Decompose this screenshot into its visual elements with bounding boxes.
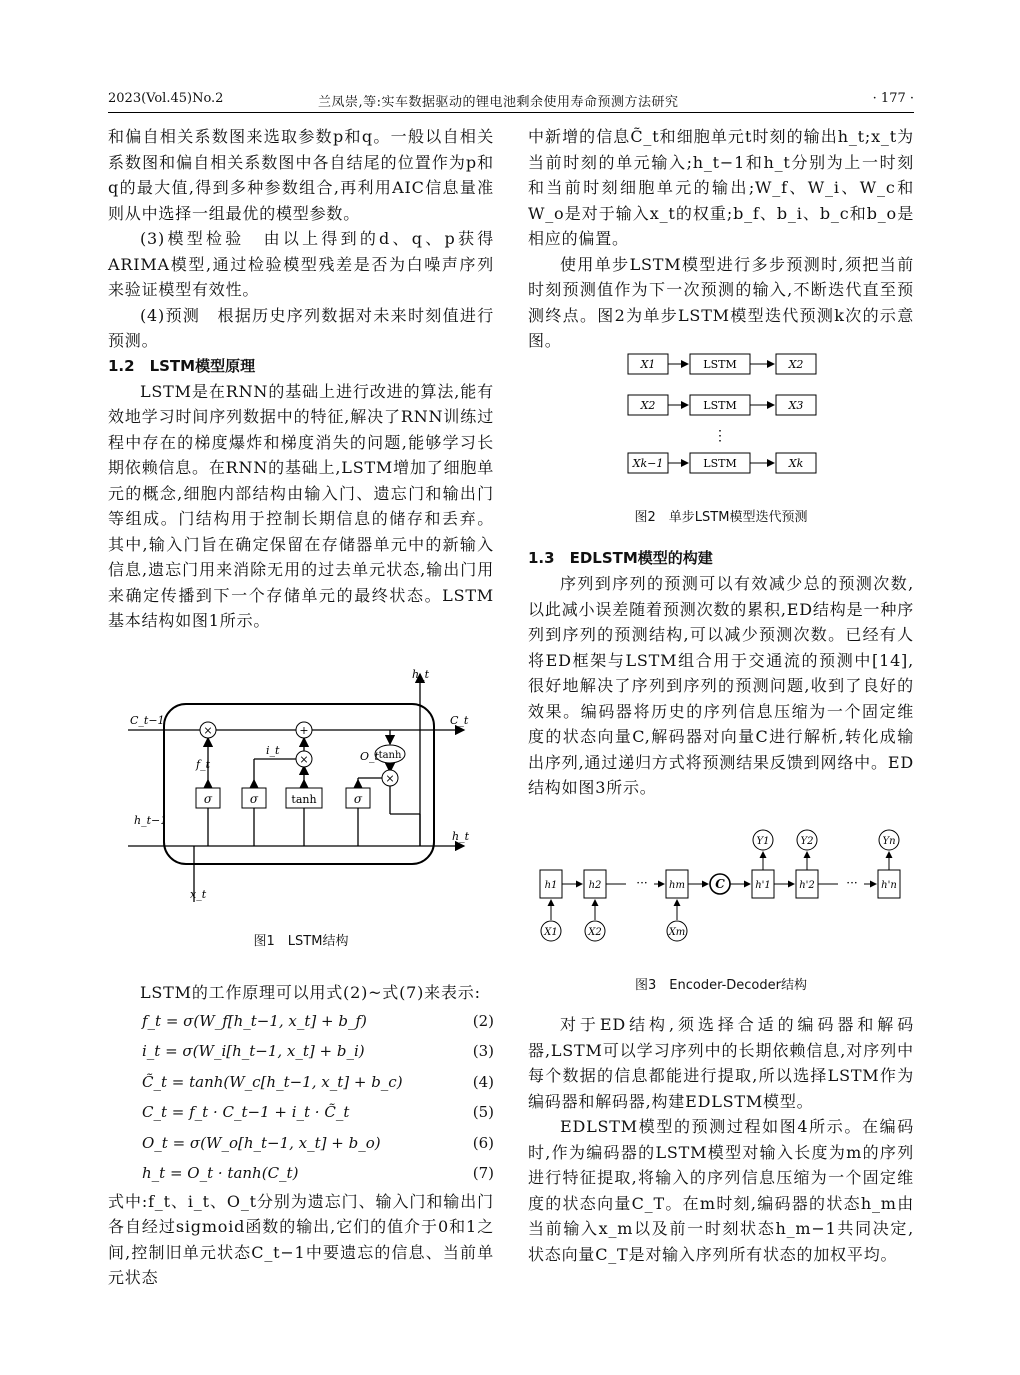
svg-text:Y1: Y1 [756,836,770,847]
svg-text:tanh: tanh [378,750,402,761]
svg-text:+: + [299,724,309,737]
svg-text:X1: X1 [544,927,558,938]
svg-text:X2: X2 [640,399,656,412]
running-header [108,88,914,113]
equation: i_t = σ(W_i[h_t−1, x_t] + b_i) (3) [142,1042,494,1060]
svg-text:hm: hm [669,880,685,891]
svg-text:C_t−1: C_t−1 [130,714,165,727]
equations-block [108,980,494,1291]
equation: C̃_t = tanh(W_c[h_t−1, x_t] + b_c) (4) [142,1072,494,1091]
svg-text:i_t: i_t [266,744,280,757]
svg-text:···: ··· [636,876,648,890]
encoder [540,870,688,941]
svg-text:h2: h2 [588,880,602,891]
paragraph: LSTM的工作原理可以用式(2)~式(7)来表示: [140,983,481,1002]
paragraph: (4)预测 根据历史序列数据对未来时刻值进行预测。 [108,305,494,350]
svg-text:h_t: h_t [452,830,470,843]
svg-text:X3: X3 [788,399,804,412]
vertical-ellipsis: ⋮ [713,428,727,444]
svg-text:σ: σ [203,792,213,806]
svg-text:Y2: Y2 [800,836,814,847]
svg-text:h_t−1: h_t−1 [134,814,168,827]
svg-text:LSTM: LSTM [703,399,737,412]
equation: h_t = O_t · tanh(C_t) (7) [142,1164,494,1182]
equation: O_t = σ(W_o[h_t−1, x_t] + b_o) (6) [142,1133,494,1152]
svg-text:σ: σ [353,792,363,806]
paragraph: EDLSTM模型的预测过程如图4所示。在编码时,作为编码器的LSTM模型对输入长度为m的序列进行特征提取,将输入的序列信息压缩为一个固定维度的状态向量C_T。在m时刻,编码器的状态h_m由当前输入x_m以及前一时刻状态h_m−1共同决定,状态向量C_T是对输入序列所有状态的加权平均。 [528,1117,914,1264]
right-column-bottom [528,1012,914,1267]
section-heading: 1.2 LSTM模型原理 [108,356,256,375]
right-column [528,124,914,354]
figure-caption: 图3 Encoder-Decoder结构 [635,978,807,993]
svg-text:h'2: h'2 [799,880,815,891]
section-13 [528,546,914,801]
equation: f_t = σ(W_f[h_t−1, x_t] + b_f) (2) [142,1011,494,1030]
left-column [108,124,494,634]
svg-text:×: × [299,753,309,766]
svg-text:Xk−1: Xk−1 [632,457,664,470]
paragraph: 式中:f_t、i_t、O_t分别为遗忘门、输入门和输出门各自经过sigmoid函数的输出,它们的值介于0和1之间,控制旧单元状态C_t−1中要遗忘的信息、当前单元状态 [108,1191,494,1287]
svg-text:h'n: h'n [881,880,897,891]
paragraph: 使用单步LSTM模型进行多步预测时,须把当前时刻预测值作为下一次预测的输入,不断迭代直至预测终点。图2为单步LSTM模型迭代预测k次的示意图。 [528,254,914,350]
section-heading: 1.3 EDLSTM模型的构建 [528,549,713,567]
svg-text:Yn: Yn [882,836,896,847]
svg-text:C_t: C_t [450,714,469,727]
svg-text:Xk: Xk [788,457,804,470]
svg-text:h'1: h'1 [755,880,771,891]
figure-caption: 图1 LSTM结构 [253,934,349,949]
paragraph: 和偏自相关系数图来选取参数p和q。一般以自相关系数图和偏自相关系数图中各自结尾的位置作为p和q的最大值,得到多种参数组合,再利用AIC信息量准则从中选择一组最优的模型参数。 [108,127,494,223]
svg-text:×: × [203,724,213,737]
figure-caption: 图2 单步LSTM模型迭代预测 [634,510,808,525]
svg-text:h1: h1 [544,880,558,891]
svg-text:h_t: h_t [412,668,430,681]
svg-text:X2: X2 [788,358,804,371]
svg-text:tanh: tanh [291,793,317,806]
prediction-row [628,395,816,415]
svg-text:X1: X1 [640,358,656,371]
prediction-row [628,354,816,374]
svg-text:···: ··· [846,876,858,890]
svg-text:x_t: x_t [190,888,207,901]
equation: C_t = f_t · C_t−1 + i_t · C̃_t (5) [142,1103,494,1121]
prediction-row [628,453,816,473]
svg-text:LSTM: LSTM [703,457,737,470]
iterative-prediction-figure [624,350,820,478]
paragraph: 序列到序列的预测可以有效减少总的预测次数,以此减小误差随着预测次数的累积,ED结构是一种序列到序列的预测结构,可以减少预测次数。已经有人将ED框架与LSTM组合用于交通流的预测中[14],很好地解决了序列到序列的预测问题,收到了良好的效果。编码器将历史的序列信息压缩为一个固定维度的状态向量C,解码器对向量C进行解析,转化成输出序列,通过递归方式将预测结果反馈到网络中。ED结构如图3所示。 [528,574,914,797]
svg-text:X2: X2 [588,927,602,938]
running-title: 兰凤崇,等:实车数据驱动的锂电池剩余使用寿命预测方法研究 [318,95,679,110]
encoder-decoder-figure [530,820,916,946]
svg-text:O_t: O_t [360,750,379,763]
svg-text:×: × [385,772,395,785]
svg-text:C: C [715,877,725,891]
decoder [752,830,900,898]
svg-text:σ: σ [249,792,259,806]
lstm-structure-figure [128,664,478,904]
svg-text:Xm: Xm [668,927,686,938]
page-number: · 177 · [872,91,914,106]
paragraph: LSTM是在RNN的基础上进行改进的算法,能有效地学习时间序列数据中的特征,解决了RNN训练过程中存在的梯度爆炸和梯度消失的问题,能够学习长期依赖信息。在RNN的基础上,LSTM增加了细胞单元的概念,细胞内部结构由输入门、遗忘门和输出门等组成。门结构用于控制长期信息的储存和丢弃。其中,输入门旨在确定保留在存储器单元中的新输入信息,遗忘门用来消除无用的过去单元状态,输出门用来确定传播到下一个存储单元的最终状态。LSTM基本结构如图1所示。 [108,381,494,630]
svg-text:LSTM: LSTM [703,358,737,371]
paragraph: (3)模型检验 由以上得到的d、q、p获得ARIMA模型,通过检验模型残差是否为白噪声序列来验证模型有效性。 [108,229,494,299]
paragraph: 对于ED结构,须选择合适的编码器和解码器,LSTM可以学习序列中的长期依赖信息,对序列中每个数据的信息都能进行提取,所以选择LSTM作为编码器和解码器,构建EDLSTM模型。 [528,1015,914,1111]
journal-issue: 2023(Vol.45)No.2 [108,91,224,106]
paragraph: 中新增的信息C̃_t和细胞单元t时刻的输出h_t;x_t为当前时刻的单元输入;h_t−1和h_t分别为上一时刻和当前时刻细胞单元的输出;W_f、W_i、W_c和W_o是对于输入x_t的权重;b_f、b_i、b_c和b_o是相应的偏置。 [528,127,914,248]
svg-text:f_t: f_t [196,758,210,771]
